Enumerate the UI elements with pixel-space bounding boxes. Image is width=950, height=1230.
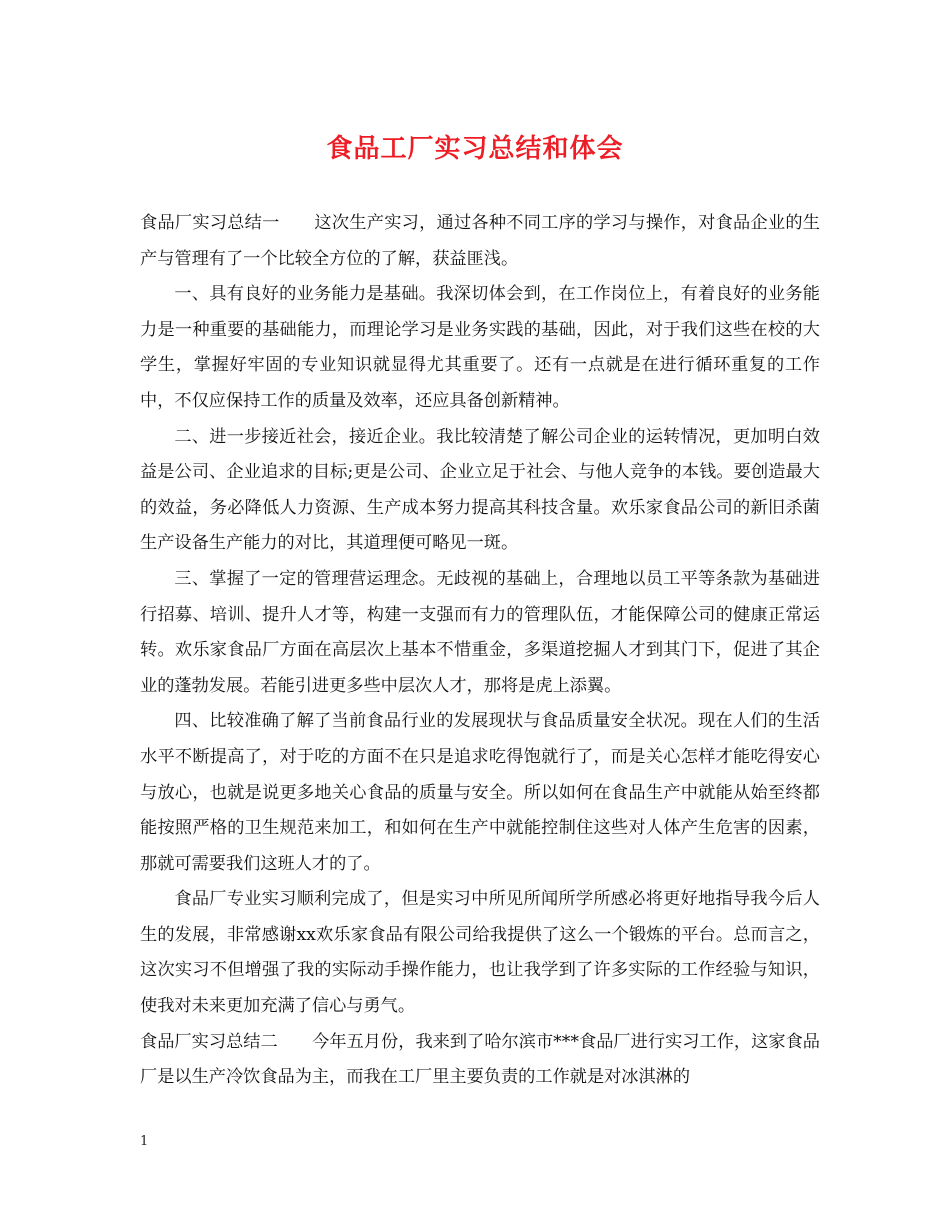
page-number: 1 — [140, 1134, 149, 1149]
document-body — [140, 206, 820, 1096]
paragraph-point-one: 一、具有良好的业务能力是基础。我深切体会到，在工作岗位上，有着良好的业务能力是一种重要的基础能力，而理论学习是业务实践的基础，因此，对于我们这些在校的大学生，掌握好牢固的专业知识就显得尤其重要了。还有一点就是在进行循环重复的工作中，不仅应保持工作的质量及效率，还应具备创新精神。 — [140, 284, 820, 411]
document-title: 食品工厂实习总结和体会 — [326, 134, 624, 164]
paragraph-summary-one-intro: 食品厂实习总结一 这次生产实习，通过各种不同工序的学习与操作，对食品企业的生产与管理有了一个比较全方位的了解，获益匪浅。 — [140, 213, 820, 269]
paragraph-conclusion: 食品厂专业实习顺利完成了，但是实习中所见所闻所学所感必将更好地指导我今后人生的发展，非常感谢xx欢乐家食品有限公司给我提供了这么一个锻炼的平台。总而言之，这次实习不但增强了我的实际动手操作能力，也让我学到了许多实际的工作经验与知识，使我对未来更加充满了信心与勇气。 — [140, 889, 820, 1017]
paragraph-summary-two-intro: 食品厂实习总结二 今年五月份，我来到了哈尔滨市***食品厂进行实习工作，这家食品厂是以生产冷饮食品为主，而我在工厂里主要负责的工作就是对冰淇淋的 — [140, 1031, 820, 1088]
paragraph-point-three: 三、掌握了一定的管理营运理念。无歧视的基础上，合理地以员工平等条款为基础进行招募、培训、提升人才等，构建一支强而有力的管理队伍，才能保障公司的健康正常运转。欢乐家食品厂方面在高层次上基本不惜重金，多渠道挖掘人才到其门下，促进了其企业的蓬勃发展。若能引进更多些中层次人才，那将是虎上添翼。 — [140, 568, 820, 696]
paragraph-point-two: 二、进一步接近社会，接近企业。我比较清楚了解公司企业的运转情况，更加明白效益是公司、企业追求的目标;更是公司、企业立足于社会、与他人竞争的本钱。要创造最大的效益，务必降低人力资源、生产成本努力提高其科技含量。欢乐家食品公司的新旧杀菌生产设备生产能力的对比，其道理便可略见一斑。 — [140, 426, 820, 554]
paragraph-point-four: 四、比较准确了解了当前食品行业的发展现状与食品质量安全状况。现在人们的生活水平不断提高了，对于吃的方面不在只是追求吃得饱就行了，而是关心怎样才能吃得安心与放心，也就是说更多地关心食品的质量与安全。所以如何在食品生产中就能从始至终都能按照严格的卫生规范来加工，和如何在生产中就能控制住这些对人体产生危害的因素，那就可需要我们这班人才的了。 — [140, 711, 820, 874]
